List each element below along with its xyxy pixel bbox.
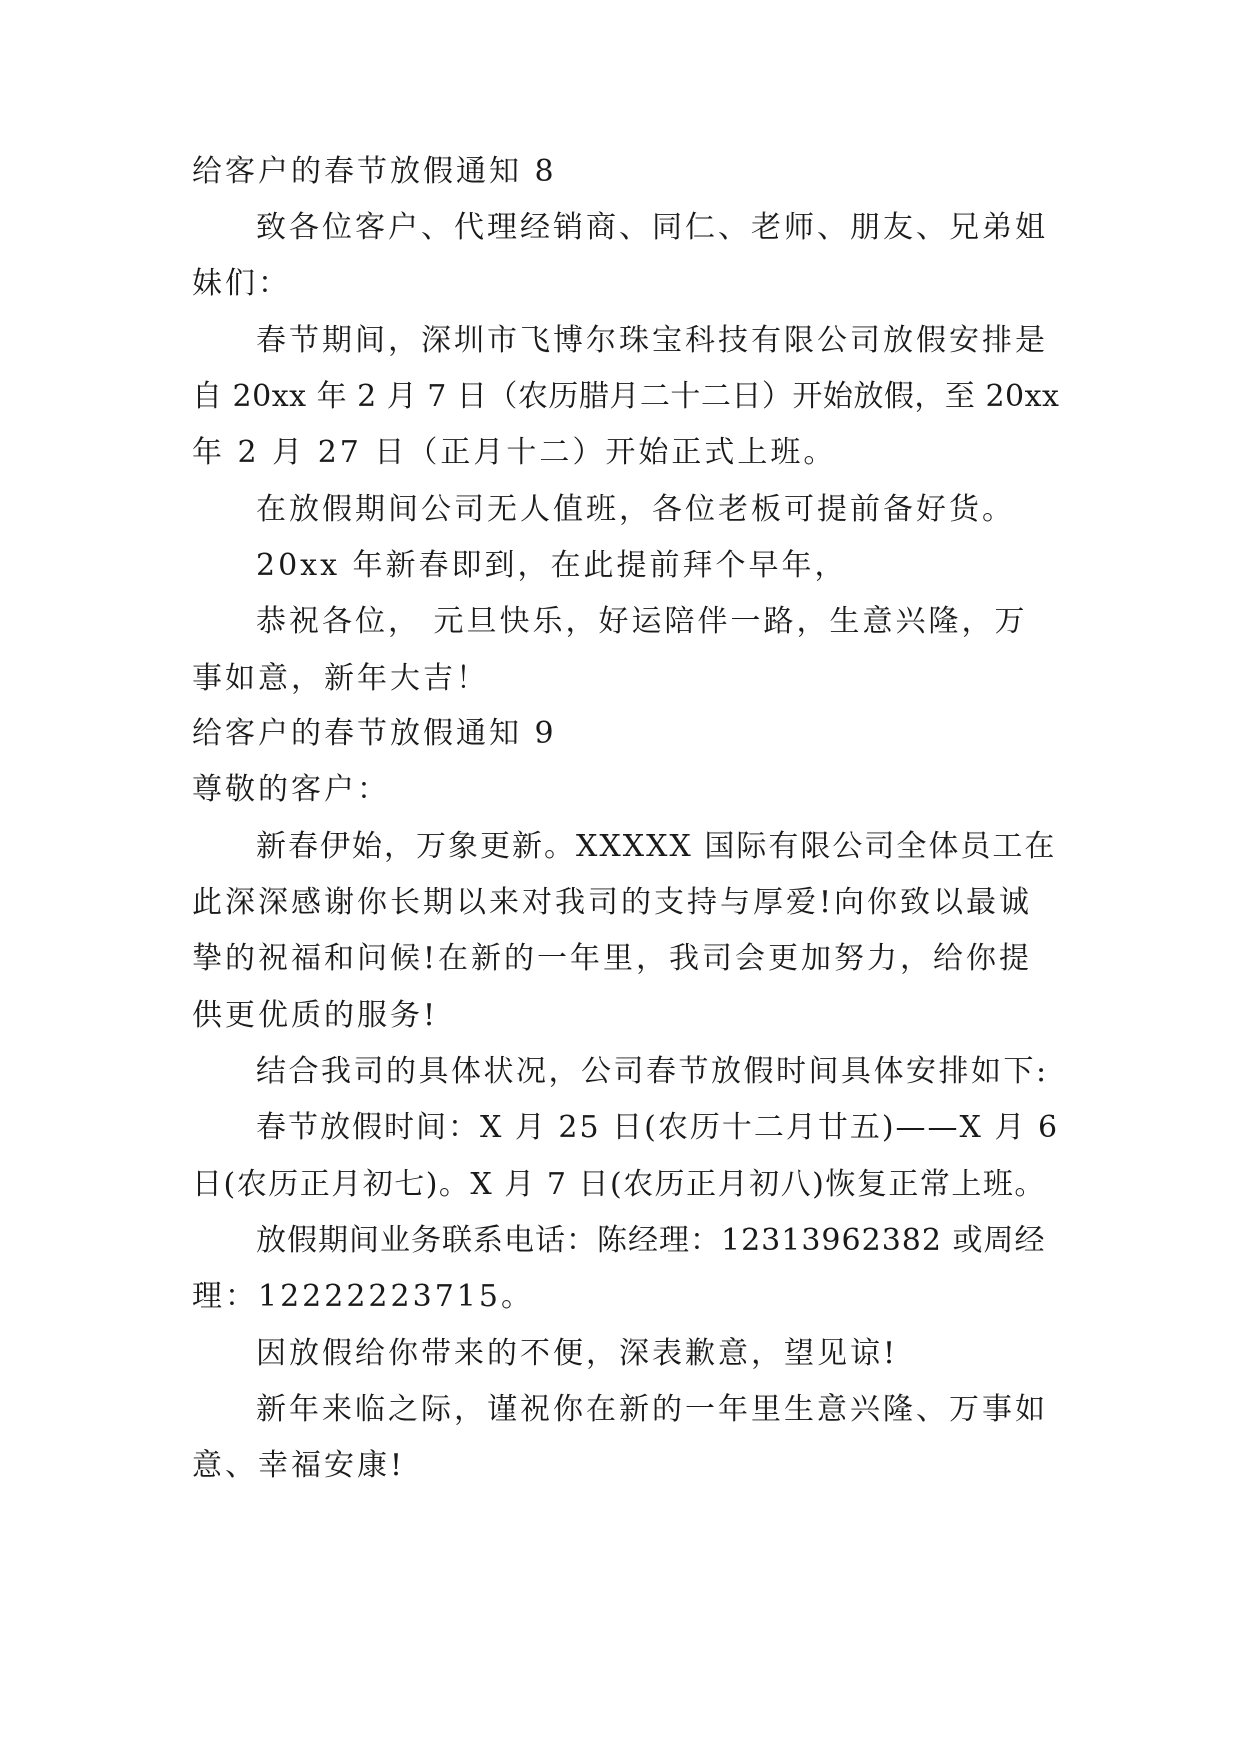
paragraph-line: 年 2 月 27 日（正月十二）开始正式上班。 [192,435,837,470]
paragraph-line: 春节期间，深圳市飞博尔珠宝科技有限公司放假安排是 [256,323,1048,358]
paragraph-line: 挚的祝福和问候!在新的一年里，我司会更加努力，给你提 [192,941,1033,976]
paragraph-line: 在放假期间公司无人值班，各位老板可提前备好货。 [256,492,1015,527]
paragraph-line: 供更优质的服务! [192,998,439,1033]
paragraph-line: 日(农历正月初七)。X 月 7 日(农历正月初八)恢复正常上班。 [192,1167,1046,1202]
paragraph-line: 恭祝各位， 元旦快乐，好运陪伴一路，生意兴隆，万 [256,604,1028,639]
notice-9-title: 给客户的春节放假通知 9 [192,716,557,751]
paragraph-line: 结合我司的具体状况，公司春节放假时间具体安排如下: [256,1054,1049,1089]
paragraph-line: 妹们： [192,266,291,301]
paragraph-line: 放假期间业务联系电话：陈经理：12313962382 或周经 [256,1223,1046,1258]
paragraph-line: 新年来临之际，谨祝你在新的一年里生意兴隆、万事如 [256,1392,1048,1427]
notice-8-title: 给客户的春节放假通知 8 [192,154,557,189]
paragraph-line: 自 20xx 年 2 月 7 日（农历腊月二十二日）开始放假，至 20xx [192,379,1060,414]
paragraph-line: 20xx 年新春即到，在此提前拜个早年， [256,548,848,583]
paragraph-line: 意、幸福安康! [192,1448,406,1483]
paragraph-line: 理：12222223715。 [192,1279,534,1314]
paragraph-line: 春节放假时间：X 月 25 日(农历十二月廿五)——X 月 6 [256,1110,1060,1145]
paragraph-line: 致各位客户、代理经销商、同仁、老师、朋友、兄弟姐 [256,210,1048,245]
salutation: 尊敬的客户： [192,772,390,807]
paragraph-line: 新春伊始，万象更新。XXXXX 国际有限公司全体员工在 [256,829,1057,864]
paragraph-line: 事如意，新年大吉！ [192,661,489,696]
paragraph-line: 因放假给你带来的不便，深表歉意，望见谅! [256,1336,899,1371]
paragraph-line: 此深深感谢你长期以来对我司的支持与厚爱!向你致以最诚 [192,885,1033,920]
